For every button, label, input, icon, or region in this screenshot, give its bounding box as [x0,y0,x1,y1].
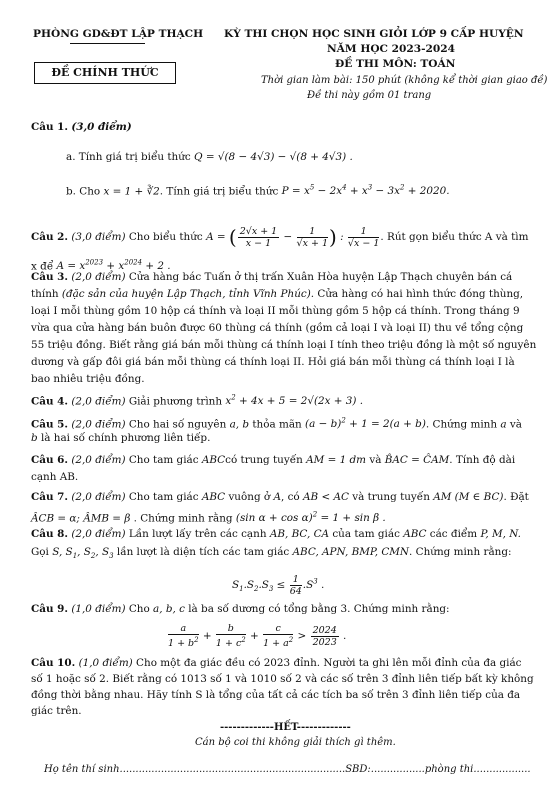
q10-line-4: giác trên. [31,705,82,717]
q9-text-2: là ba số dương có tổng bằng 3. Chứng minh rằng: [188,603,450,615]
q4-title: Câu 4. [31,395,69,408]
q8-line-1 [31,527,531,541]
q8-triangle: ABC [403,528,430,540]
q1a-expression: Q = √(8 − 4√3) − √(8 + 4√3) . [194,151,353,163]
candidate-info-line: Họ tên thí sinh.......................................................................SBD:.................phòng thi.................. [44,764,531,775]
q8-points: (2,0 điểm) [71,528,126,540]
q2-text-3: x để [31,260,54,273]
q5-text-2: thỏa mãn [252,418,302,431]
q8-inequality: $S_1.S_2.S_3$ ≤ $\frac{1}{64}$ $.S^3$ . [232,573,325,597]
q5-text-5: là hai số chính phương liên tiếp. [40,432,211,444]
q3-points: (2,0 điểm) [71,271,126,283]
q7-text-6: . Chứng minh rằng [133,512,233,525]
q7-angles: ÂCB = α; ÂMB = β [31,512,134,525]
q9-points: (1,0 điểm) [71,603,126,615]
q1b-line [66,181,555,198]
q8-triangles: ABC, APN, BMP, CMN [292,546,410,558]
q10-text-1: Cho một đa giác đều có 2023 đỉnh. Người ta ghi lên mỗi đỉnh của đa giác [136,657,522,669]
q7-median: AM (M ∈ BC) [433,491,504,503]
page-count: Đề thi này gồm 01 trang [307,90,432,101]
q9-title: Câu 9. [31,603,69,615]
q2-text-1: Cho biểu thức [128,231,203,243]
q3-text-2c: . Cửa hàng có hai hình thức đóng thùng, [310,288,524,300]
q7-points: (2,0 điểm) [71,491,126,503]
official-badge: ĐỀ CHÍNH THỨC [34,62,176,84]
q2-title: Câu 2. [31,231,69,243]
q7-line-2 [31,508,531,525]
q10-line-2: số 1 hoặc số 2. Biết rằng có 1013 số 1 và 1010 số 2 và các số trên 3 đỉnh liên tiếp bất kỳ không [31,673,534,685]
q3-text-1: Cửa hàng bác Tuấn ở thị trấn Xuân Hòa huyện Lập Thạch chuyên bán cá [128,271,513,283]
q5-line-1 [31,414,531,431]
q6-text-3: và [369,454,382,466]
q5-title: Câu 5. [31,418,69,431]
q4-line [31,391,531,408]
q5-vars: a, b [229,418,253,431]
q6-points: (2,0 điểm) [71,454,126,466]
q8-areas: S, $S_1$, $S_2$, $S_3$ [52,546,114,561]
q3-text-2a: thính [31,288,62,300]
q2-text-2: . Rút gọn biểu thức A và tìm [380,231,529,243]
q7-ineq: AB < AC [303,491,353,503]
q8-title: Câu 8. [31,528,69,540]
q8-points: P, M, N. [480,528,521,540]
q3-title: Câu 3. [31,271,69,283]
q3-line-2 [31,287,531,301]
proctor-note: Cán bộ coi thi không giải thích gì thêm. [195,737,396,748]
q5-var-b: b [31,432,41,444]
q3-line-3: loại I mỗi thùng gồm 10 hộp cá thính và loại II mỗi thùng gồm 5 hộp cá thính. Trong tháng 9 [31,305,520,317]
q2-expression: A = ( $\frac{2√x + 1}{x - 1}$ − $\frac{1}{√x + 1}$ ) : $\frac{1}{√x - 1}$ [206,225,380,249]
q3-line-1 [31,270,531,284]
q8-line-2 [31,545,531,563]
q9-inequality: $\frac{a}{1 + b^2}$ + $\frac{b}{1 + c^2}$ + $\frac{c}{1 + a^2}$ > $\frac{2024}{2023}$ . [168,622,347,650]
q8-text-6: . Chứng minh rằng: [409,546,512,558]
q6-angles: B̂AC = ĈAM [384,454,450,466]
q6-title: Câu 6. [31,454,69,466]
q6-line-2: cạnh AB. [31,471,79,483]
q1-title: Câu 1. [31,121,69,133]
q5-condition: $(a - b)^2 + 1 = 2(a + b)$ [305,417,426,431]
department-name: PHÒNG GD&ĐT LẬP THẠCH [33,28,204,40]
q7-text-4: và trung tuyến [352,491,430,503]
q1a-text: a. Tính giá trị biểu thức [66,151,191,163]
q8-text-3: các điểm [429,528,478,540]
q6-triangle: ABC [201,454,226,466]
q8-sides: AB, BC, CA [269,528,333,540]
q7-text-3: , có [281,491,300,503]
q10-line-1 [31,656,531,670]
q7-triangle: ABC [201,491,229,503]
q9-line-1 [31,602,531,616]
end-marker: -------------HẾT------------- [220,722,351,733]
dept-underline [70,43,145,44]
q7-title: Câu 7. [31,491,69,503]
q8-text-5: lần lượt là diện tích các tam giác [116,546,290,558]
q8-text-1: Lần lượt lấy trên các cạnh [128,528,267,540]
q4-equation: $x^2 + 4x + 5 = 2√(2x + 3)$ . [225,394,364,408]
q5-text-4: và [509,418,522,431]
q5-line-2 [31,431,531,445]
q10-points: (1,0 điểm) [78,657,133,669]
q2-condition: $A = x^{2023} + x^{2024} + 2$ . [56,259,171,273]
q7-identity: (sin α + cos α)$^2$ = 1 + sin β . [235,511,386,525]
q7-vertex: A [273,491,281,503]
time-allowed: Thời gian làm bài: 150 phút (không kể thời gian giao đề) [261,75,548,86]
q5-points: (2,0 điểm) [71,418,126,431]
q6-median: AM = 1 dm [306,454,370,466]
q1a-line [66,150,555,164]
q1b-expression: $P = x^5 - 2x^4 + x^3 - 3x^2 + 2020$. [281,184,450,198]
q5-var-a: a [500,418,510,431]
q8-text-4: Gọi [31,546,49,558]
q4-text: Giải phương trình [128,395,223,408]
q1b-x: x = 1 + ∛2 [103,185,160,198]
q6-text-2: có trung tuyến [225,454,303,466]
q3-line-5: 55 triệu đồng. Biết rằng giá bán mỗi thùng cá thính loại I tính theo triệu đồng là một số nguyên [31,339,537,351]
q7-text-2: vuông ở [228,491,271,503]
q7-line-1 [31,490,531,504]
q8-text-2: của tam giác [332,528,400,540]
q2-line-1 [31,222,531,252]
subject-title: ĐỀ THI MÔN: TOÁN [335,58,456,70]
q5-text-3: . Chứng minh [425,418,498,431]
q9-text-1: Cho [128,603,150,615]
q9-vars: a, b, c [153,603,189,615]
q6-line-1 [31,453,531,467]
q10-line-3: đồng thời bằng nhau. Hãy tính S là tổng của tất cả các tích ba số trên 3 đỉnh liên tiếp của đa [31,689,521,701]
q5-text-1: Cho hai số nguyên [128,418,227,431]
q6-text-4: . Tính độ dài [449,454,516,466]
q4-points: (2,0 điểm) [71,395,126,408]
school-year: NĂM HỌC 2023-2024 [327,43,456,55]
q1b-text-2: . Tính giá trị biểu thức [159,185,279,198]
q10-title: Câu 10. [31,657,76,669]
q3-text-2b: (đặc sản của huyện Lập Thạch, tỉnh Vĩnh Phúc) [61,288,311,300]
q1-points: (3,0 điểm) [71,121,132,133]
q3-line-6: dương và gấp đôi giá bán mỗi thùng cá thính loại II. Hỏi giá bán mỗi thùng cá thính loại I là [31,356,515,368]
q1-heading [31,120,531,134]
q3-line-4: vừa qua cửa hàng bán buôn được 60 thùng cá thính (gồm cả loại I và loại II) thu về tổng cộng [31,322,524,334]
q1b-text-1: b. Cho [66,185,101,198]
q7-text-5: . Đặt [503,491,529,503]
q6-text-1: Cho tam giác [128,454,199,466]
q7-text-1: Cho tam giác [128,491,199,503]
q3-line-7: bao nhiêu triệu đồng. [31,373,145,385]
q2-points: (3,0 điểm) [71,231,126,243]
exam-title: KỲ THI CHỌN HỌC SINH GIỎI LỚP 9 CẤP HUYỆN [224,28,524,40]
